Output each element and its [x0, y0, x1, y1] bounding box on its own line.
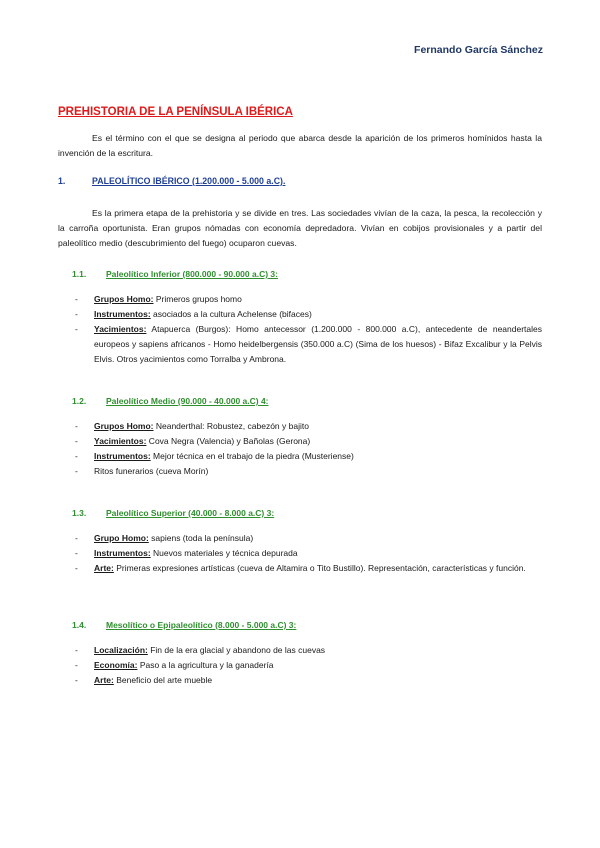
subsection-title: Paleolítico Medio (90.000 - 40.000 a.C) 4:: [106, 396, 269, 406]
list-item-text: Beneficio del arte mueble: [113, 675, 213, 685]
subsection-1-4-list: [58, 643, 542, 688]
subsection-title: Paleolítico Superior (40.000 - 8.000 a.C) 3:: [106, 508, 275, 518]
subsection-number: 1.4.: [72, 620, 87, 630]
list-item-term: Economía:: [94, 660, 138, 670]
list-item-term: Grupo Homo:: [94, 533, 149, 543]
list-item-term: Arte:: [94, 563, 114, 573]
list-item-term: Yacimientos:: [94, 324, 147, 334]
list-item-text: Atapuerca (Burgos): Homo antecessor (1.200.000 - 800.000 a.C), antecedente de neandertales europeos y sapiens africanos - Homo heidelbergensis (350.000 a.C) (Sima de los huesos) - Bifaz Excalibur y la Pelvis Elvis. Otros yacimientos como Torralba y Ambrona.: [94, 324, 542, 364]
document-title: PREHISTORIA DE LA PENÍNSULA IBÉRICA: [58, 106, 293, 118]
list-item: - Arte: Primeras expresiones artísticas (cueva de Altamira o Tito Bustillo). Representación, características y función.: [75, 563, 526, 573]
list-item-text: asociados a la cultura Achelense (bifaces): [150, 309, 312, 319]
subsection-1-1-list: [58, 292, 542, 367]
list-item-text: Primeros grupos homo: [153, 294, 242, 304]
list-item-text: Paso a la agricultura y la ganadería: [137, 660, 274, 670]
subsection-title: Mesolítico o Epipaleolítico (8.000 - 5.000 a.C) 3:: [106, 620, 297, 630]
list-item: - Instrumentos: Nuevos materiales y técnica depurada: [75, 548, 298, 558]
list-item: - Localización: Fin de la era glacial y abandono de las cuevas: [75, 645, 326, 655]
list-item: - Yacimientos: Cova Negra (Valencia) y Bañolas (Gerona): [75, 436, 311, 446]
list-item-text: sapiens (toda la península): [148, 533, 254, 543]
subsection-1-2-list: [58, 419, 542, 479]
list-item-text: Neanderthal: Robustez, cabezón y bajito: [153, 421, 309, 431]
section-1-heading: [58, 176, 285, 186]
list-item-term: Grupos Homo:: [94, 421, 154, 431]
list-item-text: Ritos funerarios (cueva Morín): [94, 466, 209, 476]
list-item-text: Mejor técnica en el trabajo de la piedra (Musteriense): [150, 451, 354, 461]
list-item-term: Instrumentos:: [94, 451, 151, 461]
list-item-text: Nuevos materiales y técnica depurada: [150, 548, 298, 558]
intro-paragraph: Es el término con el que se designa al periodo que abarca desde la aparición de los primeros homínidos hasta la invención de la escritura.: [58, 133, 542, 158]
list-item-term: Grupos Homo:: [94, 294, 154, 304]
list-item-term: Yacimientos:: [94, 436, 147, 446]
subsection-1-3-list: [58, 531, 542, 576]
list-item-term: Instrumentos:: [94, 309, 151, 319]
list-item-text: Fin de la era glacial y abandono de las cuevas: [147, 645, 326, 655]
list-item: - Economía: Paso a la agricultura y la ganadería: [75, 660, 274, 670]
list-item: - Yacimientos: Atapuerca (Burgos): Homo antecessor (1.200.000 - 800.000 a.C), antecedente de neandertales europeos y sapiens africanos - Homo heidelbergensis (350.000 a.C) (Sima de los huesos) - Bifaz Excalibur y la Pelvis Elvis. Otros yacimientos como Torralba y Ambrona.: [75, 324, 542, 364]
list-item: - Instrumentos: Mejor técnica en el trabajo de la piedra (Musteriense): [75, 451, 354, 461]
section-1-title: PALEOLÍTICO IBÉRICO (1.200.000 - 5.000 a.C).: [92, 176, 286, 186]
subsection-1-2-heading: [72, 396, 269, 406]
list-item-text: Primeras expresiones artísticas (cueva de Altamira o Tito Bustillo). Representación, características y función.: [113, 563, 526, 573]
subsection-1-4-heading: [72, 620, 296, 630]
list-item: - Grupos Homo: Neanderthal: Robustez, cabezón y bajito: [75, 421, 309, 431]
list-item: - Arte: Beneficio del arte mueble: [75, 675, 213, 685]
subsection-title: Paleolítico Inferior (800.000 - 90.000 a.C) 3:: [106, 269, 278, 279]
section-1-number: 1.: [58, 176, 66, 186]
subsection-number: 1.3.: [72, 508, 87, 518]
list-item: - Instrumentos: asociados a la cultura Achelense (bifaces): [75, 309, 312, 319]
list-item-text: Cova Negra (Valencia) y Bañolas (Gerona): [146, 436, 311, 446]
header-author: Fernando García Sánchez: [414, 44, 543, 56]
list-item: - Grupos Homo: Primeros grupos homo: [75, 294, 242, 304]
list-item-term: Instrumentos:: [94, 548, 151, 558]
list-item-term: Localización:: [94, 645, 148, 655]
list-item: - Grupo Homo: sapiens (toda la península): [75, 533, 254, 543]
subsection-number: 1.2.: [72, 396, 87, 406]
list-item-term: Arte:: [94, 675, 114, 685]
subsection-number: 1.1.: [72, 269, 87, 279]
section-1-paragraph: Es la primera etapa de la prehistoria y se divide en tres. Las sociedades vivían de la caza, la pesca, la recolección y la carroña oportunista. Eran grupos nómadas con economía depredadora. Vivían en cobijos provisionales y a partir del paleolítico medio (descubrimiento del fuego) ocuparon cuevas.: [58, 208, 542, 248]
list-item: - Ritos funerarios (cueva Morín): [75, 466, 209, 476]
subsection-1-3-heading: [72, 508, 274, 518]
subsection-1-1-heading: [72, 269, 278, 279]
